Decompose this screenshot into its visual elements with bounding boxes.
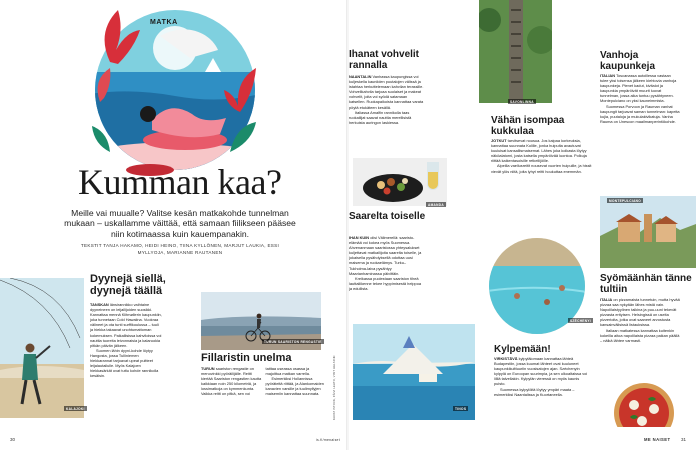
bike-lead-word: TURUN bbox=[201, 366, 215, 371]
wine-body bbox=[349, 74, 424, 160]
tower-text: tarvitsevat nousua. Jos kaipaa korkeuksia, kannattaa suunnata Kolille, jonka huipulta avautuvat kuuluisat kansallismaisemat. Lähes joka kolkasta löytyy näköalatorni, josta katsella ympäröivää luontoa. Polkuja riittää kaikentasoisille retkeilijöille. bbox=[491, 138, 587, 164]
bike-caption: TURUN SAARISTON RENGASTIE bbox=[264, 339, 322, 344]
headline: Kumman kaa? bbox=[78, 162, 282, 202]
wine-text-2: Italiassa Amalfin rannikolla taas ruokailijat saavat nauttia merellisistä herkuista auringon laskiessa. bbox=[349, 109, 412, 125]
pizza-lead-word: ITALIA bbox=[600, 297, 613, 302]
left-page bbox=[0, 0, 347, 450]
oldtown-text: Toscanassa autoillessa vastaan tulee yksi toisensa jälkeen kiehtovia vanhoja kaupunkeja. Pienet kadut, kivitalot ja kaupunkia ympäröivät muurit luovat tunnelman, jossa aika tuntuu pysähtyneen. Montepulciano on yksi kauneimmista. bbox=[600, 73, 677, 104]
kite-photo bbox=[0, 278, 84, 418]
oldtown-body bbox=[600, 73, 680, 191]
spa-title: Kylpemään! bbox=[494, 344, 551, 355]
oldtown-text-2: Suomessa Porvoon ja Rauman vanhat kaupungit tarjoavat saman tunnelman: kapeita kujia, puutaloja ja mukulakivikatuja. Vanha Rauma on Unescon maailmanperintökohde. bbox=[600, 103, 680, 124]
pizza-photo bbox=[604, 383, 684, 427]
tower-text-2: Alpeilla vaellusreitit nousevat vuorten huipuille, ja hissit vievät ylös niitä, joita lyhyt reitti houkuttaa enemmän. bbox=[491, 163, 592, 174]
spa-body bbox=[494, 356, 590, 424]
kite-lead-word: TANSKAN bbox=[90, 302, 109, 307]
spa-lead-word: VIRKISTÄVÄ bbox=[494, 356, 518, 361]
vertical-photo-credit: KUVAT ISTOCK, PÄIVI LEHTO, VISIT HELSINKI bbox=[333, 355, 336, 420]
islands-lead-word: IHAN KUIN bbox=[349, 235, 370, 240]
oldtown-photo bbox=[600, 196, 696, 268]
islands-body bbox=[349, 235, 423, 315]
tower-body bbox=[491, 138, 595, 233]
pizza-title: Syömäänhän tänne tultiin bbox=[600, 273, 692, 295]
kite-body bbox=[90, 302, 162, 422]
kite-text: länsirannikko vaihtaine dyyneineen on leijailijoiden suosikki. Kannattaa mennä Klitmøllerin kaupunkiin, joka tunnetaan Cold Hawaiina. Vuokraa välineet ja ota tunti surffikoulussa – tuuli ja hiekka takaavat unohtumattoman kokemuksen. Paikallisissa kahviloissa voi nauttia tuoreita leivonnaisia ja kalaruokia pitkän päivän jälkeen. bbox=[90, 302, 162, 348]
wine-title: Ihanat vohvelit rannalla bbox=[349, 49, 420, 71]
hero-illustration bbox=[90, 2, 260, 182]
footer-magazine-label: ME NAISET bbox=[644, 437, 671, 442]
islands-text-2: Kreikassa puolestaan saariston tiheä lauttaliikenne tekee hyppimisestä helppoa ja edullista. bbox=[349, 275, 422, 291]
bike-title: Fillaristin unelma bbox=[201, 352, 292, 364]
kite-text-2: Suomen lähin dyyni-kohde löytyy Hangosta, jossa Tulliniemen hiekkarannat tarjoavat upeat puitteet leijalautailulle. Myös Kalajoen hiekkasärkät ovat tuttu kohde rannikolla kesäisin. bbox=[90, 347, 159, 379]
spa-caption: SZÉCHENYI bbox=[570, 318, 591, 323]
lead-paragraph: Meille vai muualle? Valitse kesän matkakohde tunnelman mukaan – uskallamme väittää, että samaan fiilikseen pääsee niin kotimaassa kuin kauempanakin. bbox=[64, 208, 296, 239]
pizza-text-2: Italiaan matkatessa kannattaa kuitenkin kokeilla aitoa napolilaista pizzaa paikan päällä – nälkä lähtee varmasti. bbox=[600, 327, 680, 343]
tower-caption: SAVONLINNA bbox=[510, 99, 534, 104]
oldtown-caption: MONTEPULCIANO bbox=[609, 198, 642, 203]
tower-photo bbox=[479, 0, 552, 103]
islands-text: olisi Välimerellä: saaristo-elämää voi kokea myös Suomessa. Ahvenanmaan saaristossa yhteysalukset kuljettavat matkailijoita saarelta toiselle, ja jokaisella pysähdyksellä odottaa uusi maisema ja ruokaelämys. Turku–Tukholma-laiva pysähtyy Maarianhaminassa päivittäin. bbox=[349, 235, 422, 276]
food-caption: AMANDA bbox=[428, 202, 444, 207]
oldtown-lead-word: ITALIAN bbox=[600, 73, 616, 78]
sea-caption: TINOS bbox=[455, 406, 467, 411]
pizza-text: on pizzamaista tunnetuin, mutta hyvää pizzaa saa nykyään lähes mistä vain. Napolilaistyylinen taikina ja puu-uuni tekevät pizzasta erityisen. Helsingissä on useita pizzerioita, jotka ovat saaneet arvostusta kansainvälisissä listauksissa. bbox=[600, 297, 680, 328]
right-page bbox=[349, 0, 696, 450]
bike-body bbox=[201, 366, 326, 424]
bike-text-2: Esimerkiksi Hollannissa pyöräteitä riittää, ja Alankomaiden kanavien varsille ja tuulimyllyjen maisemiin kannattaa suunnata. bbox=[265, 376, 324, 397]
kite-caption: KALAJOKI bbox=[66, 406, 85, 411]
right-page-number: 31 bbox=[681, 437, 687, 442]
islands-title: Saarelta toiselle bbox=[349, 211, 426, 222]
wine-text: Vanhassa kaupungissa voi kuljeskella kauniiden puutalojen välissä ja istahtaa herkuttelemaan kahvilan terassille. Vohvelikahvila tarjoaa suolaiset ja makeat vohvelit, joita voi syödä satamaan katsellen. Ruokapaikoista kannattaa varata pöytä etukäteen kesällä. bbox=[349, 74, 424, 110]
tower-lead-word: JOTKUT bbox=[491, 138, 507, 143]
tower-title: Vähän isompaa kukkulaa bbox=[491, 115, 565, 137]
bike-text: saariston rengastie on menovinkki pyöräilijälle. Reitti kiertää Saariston rengastien kautta kaikkiaan noin 250 kilometriä, ja lossimatkoja on kymmenkunta. Vaikka reitti on pitkä, sen voi taittaa useassa osassa ja majoittua matkan varrella. bbox=[201, 366, 311, 397]
wine-lead-word: NAANTALIN bbox=[349, 74, 372, 79]
spa-text-2: Suomessa kylpylöitä löytyy ympäri maata – esimerkiksi Naantalissa ja Kuortaneella. bbox=[494, 386, 575, 397]
pizza-body bbox=[600, 297, 680, 381]
section-label: MATKA bbox=[150, 19, 178, 26]
left-page-number: 30 bbox=[10, 437, 16, 442]
food-photo bbox=[353, 158, 447, 206]
oldtown-title: Vanhoja kaupunkeja bbox=[600, 50, 656, 72]
kite-title: Dyynejä siellä, dyynejä täällä bbox=[90, 273, 166, 297]
spa-text: kylpylälomaan kannattaa lähteä Budapestiin, jossa kuumat lähteet ovat kuuluneet kaupunkikulttuuriin vuosisatojen ajan. Széchenyin kylpylä on Euroopan suurimpia, ja sen ulkoaltaissa voi lilliä talvellakin. Kylpylän vieressä on myös kaunis puisto. bbox=[494, 356, 588, 387]
footer-center: is.fi/menaiset bbox=[316, 438, 340, 442]
credits: TEKSTIT TANJA HAKAMO, HEIDI HEINO, TIINA KYLLÖNEN, MARJUT LAUKIA, ESSI MYLLYOJA, MARIANNE RAUTANEN bbox=[80, 243, 280, 255]
